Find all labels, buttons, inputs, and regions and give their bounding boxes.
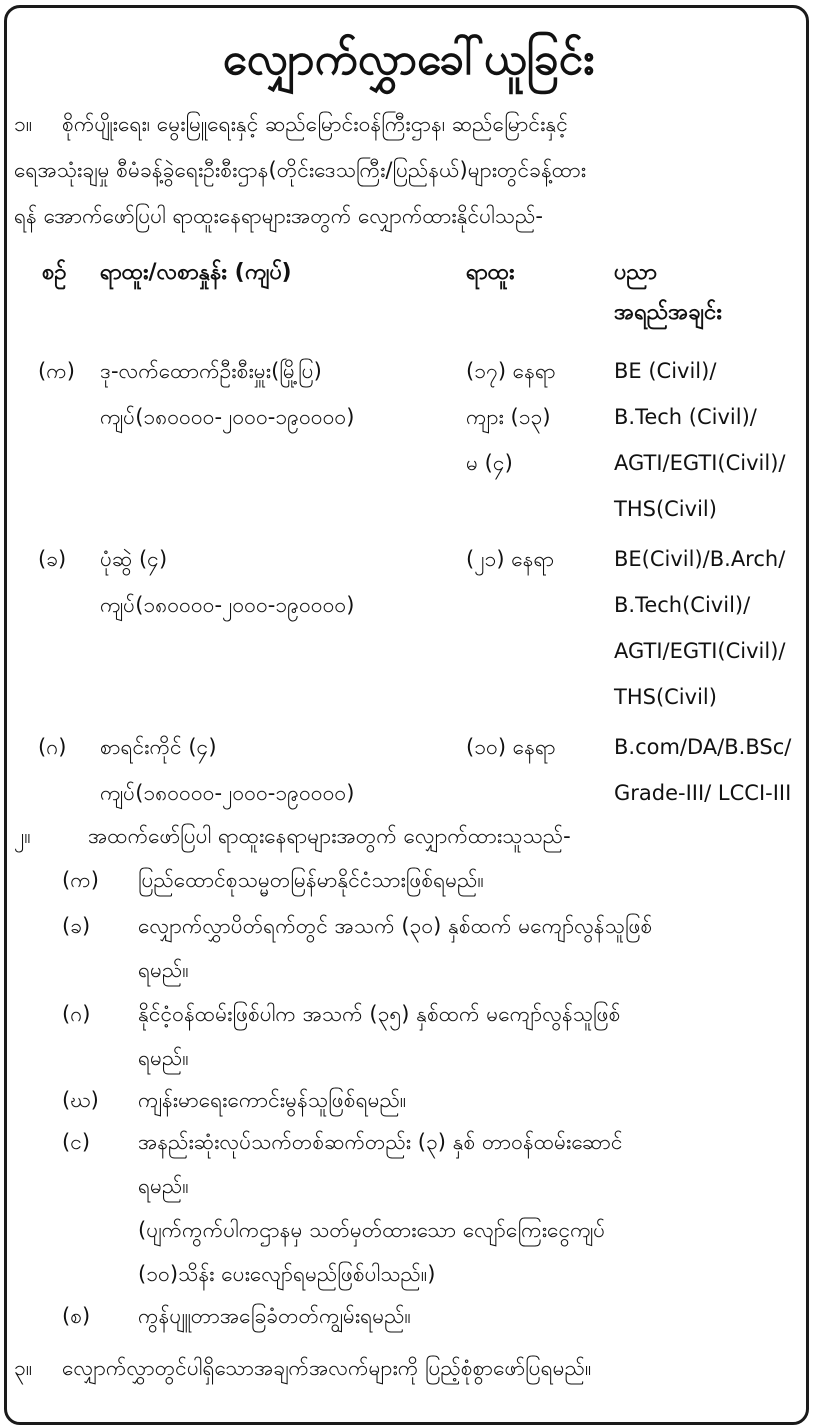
row-count-line: (၁၀) နေရာ — [466, 735, 556, 759]
item-line: (၁၀)သိန်း ပေးလျော်ရမည်ဖြစ်ပါသည်။) — [138, 1262, 436, 1286]
item-line: ပြည်ထောင်စုသမ္မတမြန်မာနိုင်ငံသားဖြစ်ရမည်။ — [138, 868, 484, 892]
item-line: ကွန်ပျူတာအခြေခံတတ်ကျွမ်းရမည်။ — [138, 1304, 411, 1328]
item-line: (ပျက်ကွက်ပါကဌာနမှ သတ်မှတ်ထားသော လျော်ကြေးငွေကျပ် — [138, 1218, 606, 1242]
row-salary-line: ကျပ်(၁၈၀၀၀၀-၂၀၀၀-၁၉၀၀၀၀) — [100, 593, 355, 617]
item-line: ရမည်။ — [138, 1046, 189, 1070]
row-edu-line: THS(Civil) — [614, 685, 717, 709]
row-position-line: စာရင်းကိုင် (၄) — [100, 735, 217, 759]
section2-heading: အထက်ဖော်ပြပါ ရာထူးနေရာများအတွက် လျှောက်ထားသူသည်- — [88, 824, 571, 848]
intro-line-2: ရေအသုံးချမှု စီမံခန့်ခွဲရေးဦးစီးဌာန(တိုင်းဒေသကြီး/ပြည်နယ်)များတွင်ခန့်ထား — [14, 158, 587, 182]
header-no: စဉ် — [42, 260, 67, 285]
row-count-line: ကျား (၁၃) — [466, 405, 551, 429]
row-edu-line: AGTI/EGTI(Civil)/ — [614, 639, 786, 663]
row-count-line: (၂၁) နေရာ — [466, 547, 555, 571]
item-line: ရမည်။ — [138, 958, 189, 982]
row-position-line: ပုံဆွဲ (၄) — [100, 547, 168, 571]
intro-line-1: စိုက်ပျိုးရေး၊ မွေးမြူရေးနှင့် ဆည်မြောင်းဝန်ကြီးဌာန၊ ဆည်မြောင်းနှင့် — [62, 112, 568, 136]
header-count: ရာထူး — [466, 260, 515, 285]
item-line: ကျန်းမာရေးကောင်းမွန်သူဖြစ်ရမည်။ — [138, 1088, 407, 1112]
section2-number: ၂။ — [14, 824, 31, 848]
notice-title: လျှောက်လွှာခေါ်ယူခြင်း — [222, 34, 595, 85]
row-no: (ခ) — [38, 547, 67, 571]
item-mark: (က) — [62, 868, 99, 892]
row-count-line: မ (၄) — [466, 451, 513, 475]
row-edu-line: THS(Civil) — [614, 497, 717, 521]
row-count-line: (၁၇) နေရာ — [466, 359, 556, 383]
item-mark: (ဂ) — [62, 1002, 91, 1026]
row-edu-line: Grade-III/ LCCI-III — [614, 781, 792, 805]
row-edu-line: BE (Civil)/ — [614, 359, 717, 383]
intro-number: ၁။ — [14, 112, 33, 136]
section3-number: ၃။ — [14, 1356, 33, 1380]
row-edu-line: B.com/DA/B.BSc/ — [614, 735, 792, 759]
row-no: (က) — [38, 359, 75, 383]
header-edu-1: ပညာ — [614, 260, 657, 285]
row-edu-line: BE(Civil)/B.Arch/ — [614, 547, 786, 571]
row-salary-line: ကျပ်(၁၈၀၀၀၀-၂၀၀၀-၁၉၀၀၀၀) — [100, 405, 355, 429]
item-line: ရမည်။ — [138, 1174, 189, 1198]
row-no: (ဂ) — [38, 735, 67, 759]
item-mark: (စ) — [62, 1304, 91, 1328]
row-edu-line: B.Tech (Civil)/ — [614, 405, 757, 429]
section3-text: လျှောက်လွှာတွင်ပါရှိသောအချက်အလက်များကို ပြည့်စုံစွာဖော်ပြရမည်။ — [62, 1356, 592, 1380]
item-line: အနည်းဆုံးလုပ်သက်တစ်ဆက်တည်း (၃) နှစ် တာဝန်ထမ်းဆောင် — [138, 1130, 623, 1154]
item-mark: (ဃ) — [62, 1088, 99, 1112]
header-position: ရာထူး/လစာနှုန်း (ကျပ်) — [100, 260, 292, 285]
item-mark: (င) — [62, 1130, 91, 1154]
row-salary-line: ကျပ်(၁၈၀၀၀၀-၂၀၀၀-၁၉၀၀၀၀) — [100, 781, 355, 805]
item-mark: (ခ) — [62, 914, 91, 938]
item-line: နိုင်ငံ့ဝန်ထမ်းဖြစ်ပါက အသက် (၃၅) နှစ်ထက် မကျော်လွန်သူဖြစ် — [138, 1002, 621, 1026]
row-position-line: ဒု-လက်ထောက်ဦးစီးမှူး(မြို့ပြ) — [100, 359, 322, 383]
row-edu-line: B.Tech(Civil)/ — [614, 593, 751, 617]
intro-line-3: ရန် အောက်ဖော်ပြပါ ရာထူးနေရာများအတွက် လျှောက်ထားနိုင်ပါသည်- — [14, 204, 543, 228]
item-line: လျှောက်လွှာပိတ်ရက်တွင် အသက် (၃၀) နှစ်ထက် မကျော်လွန်သူဖြစ် — [138, 914, 653, 938]
row-edu-line: AGTI/EGTI(Civil)/ — [614, 451, 786, 475]
header-edu-2: အရည်အချင်း — [614, 300, 722, 325]
